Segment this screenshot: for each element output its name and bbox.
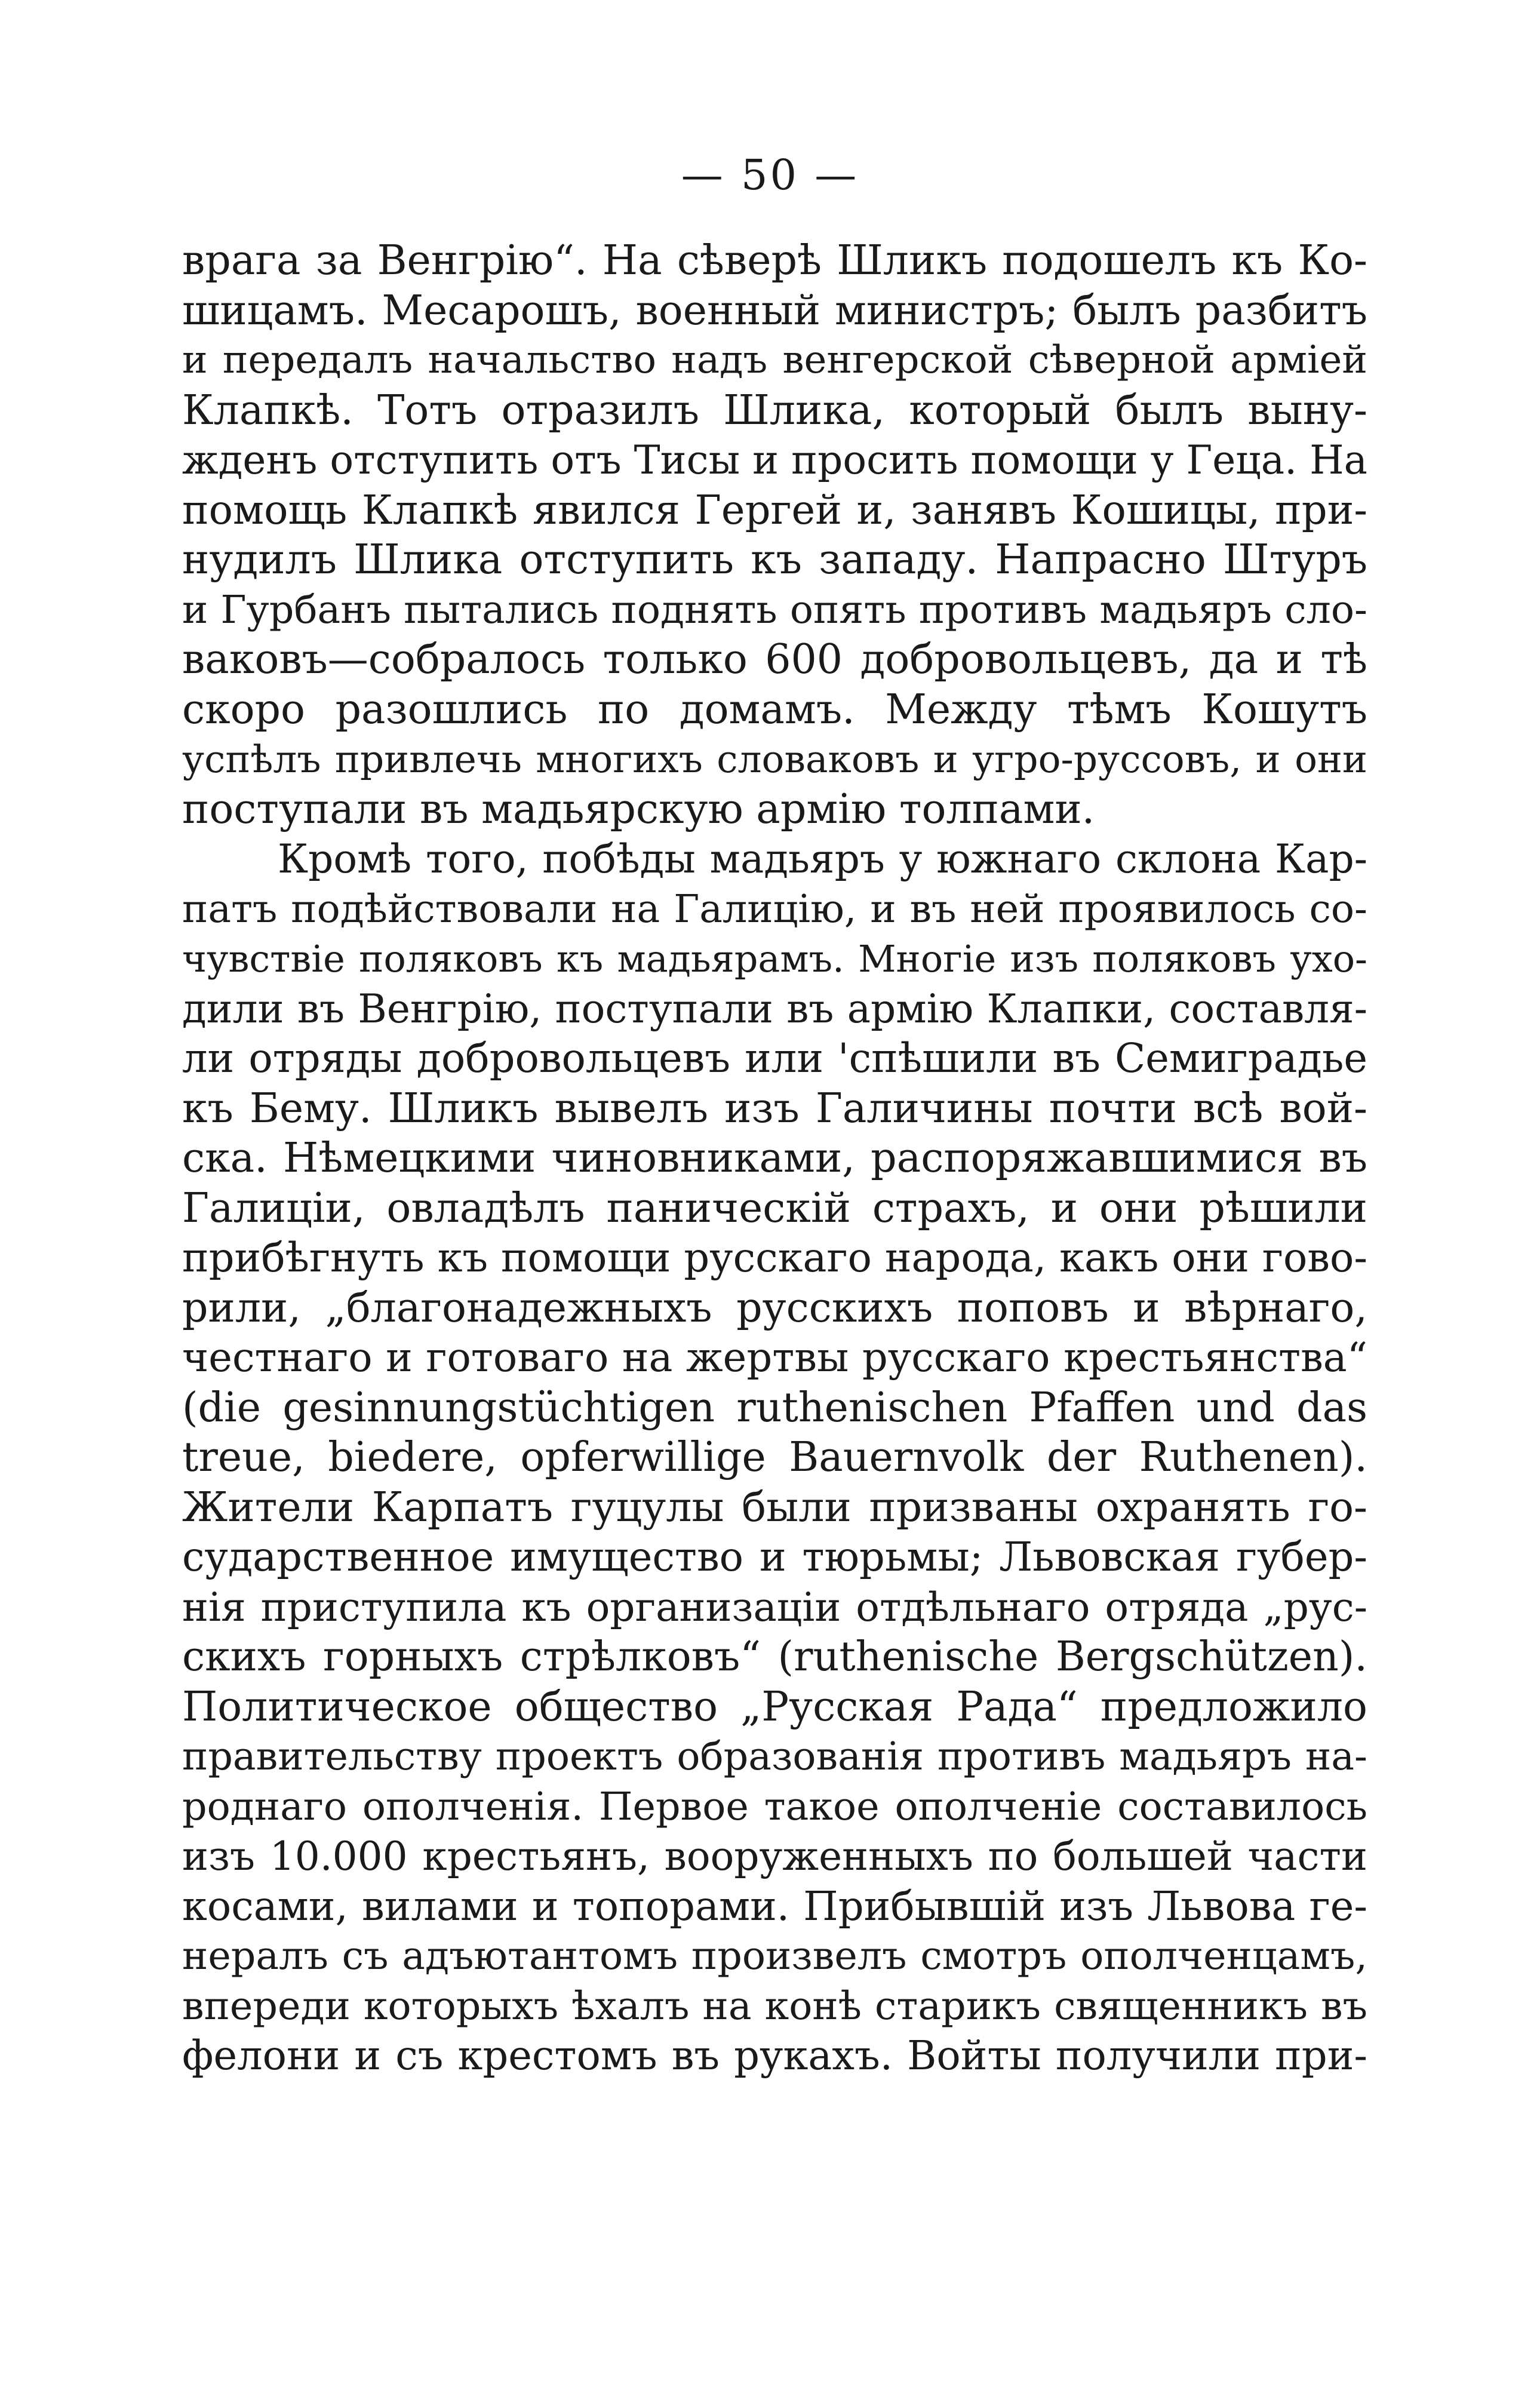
page-number: — 50 —	[681, 150, 859, 199]
text-line: прибѣгнуть къ помощи русскаго народа, какъ они гово-	[182, 1234, 1367, 1281]
text-line: нія приступила къ организаціи отдѣльнаго отряда „рус-	[182, 1584, 1367, 1630]
text-line: роднаго ополченія. Первое такое ополченіе составилось	[182, 1784, 1367, 1829]
text-line: косами, вилами и топорами. Прибывшій изъ Львова ге-	[182, 1882, 1367, 1930]
text-line: нудилъ Шлика отступить къ западу. Напрасно Штуръ	[182, 536, 1367, 583]
text-line: и Гурбанъ пытались поднять опять противъ мадьяръ сло-	[182, 587, 1367, 632]
text-line: честнаго и готоваго на жертвы русскаго крестьянства“	[182, 1334, 1367, 1381]
text-line: (die gesinnungstüchtigen ruthenischen Pfaffen und das	[182, 1384, 1367, 1431]
text-line: патъ подѣйствовали на Галицію, и въ ней проявилось со-	[182, 886, 1367, 932]
paragraph-first-line: Кромѣ того, побѣды мадьяръ у южнаго склона Кар-	[278, 836, 1367, 882]
text-line: ли отряды добровольцевъ или 'спѣшили въ Семиградье	[182, 1035, 1367, 1082]
text-line: скоро разошлись по домамъ. Между тѣмъ Кошутъ	[182, 686, 1367, 733]
text-line: Жители Карпатъ гуцулы были призваны охранять го-	[182, 1483, 1367, 1531]
text-line: Клапкѣ. Тотъ отразилъ Шлика, который былъ выну-	[182, 386, 1367, 434]
text-line: ска. Нѣмецкими чиновниками, распоряжавшимися въ	[182, 1135, 1367, 1182]
text-line: рили, „благонадежныхъ русскихъ поповъ и вѣрнаго,	[182, 1284, 1367, 1332]
text-line: Политическое общество „Русская Рада“ предложило	[182, 1683, 1367, 1731]
text-line: помощь Клапкѣ явился Гергей и, занявъ Кошицы, при-	[182, 486, 1367, 533]
text-line: чувствіе поляковъ къ мадьярамъ. Многіе изъ поляковъ ухо-	[182, 937, 1367, 981]
text-line: Галиціи, овладѣлъ паническій страхъ, и они рѣшили	[182, 1184, 1367, 1232]
body-text	[182, 236, 1367, 2081]
text-line: впереди которыхъ ѣхалъ на конѣ старикъ священникъ въ	[182, 1983, 1367, 2029]
text-line: фелони и съ крестомъ въ рукахъ. Войты получили при-	[182, 2032, 1367, 2079]
text-line: treue, biedere, opferwillige Bauernvolk der Ruthenen).	[182, 1434, 1367, 1481]
text-line: врага за Венгрію“. На сѣверѣ Шликъ подошелъ къ Ко-	[182, 237, 1367, 284]
text-line: правительству проектъ образованія противъ мадьяръ на-	[182, 1734, 1367, 1779]
text-line: изъ 10.000 крестьянъ, вооруженныхъ по большей части	[182, 1833, 1367, 1879]
text-line: успѣлъ привлечь многихъ словаковъ и угро-руссовъ, и они	[182, 738, 1367, 781]
text-line: жденъ отступить отъ Тисы и просить помощи у Геца. На	[182, 437, 1367, 483]
text-line: дили въ Венгрію, поступали въ армію Клапки, составля-	[182, 985, 1367, 1032]
text-line: нералъ съ адъютантомъ произвелъ смотръ ополченцамъ,	[182, 1934, 1367, 1979]
paragraph-last-line: поступали въ мадьярскую армію толпами.	[182, 785, 1095, 833]
text-line: сударственное имущество и тюрьмы; Львовская губер-	[182, 1534, 1367, 1580]
text-line: ваковъ—собралось только 600 добровольцевъ, да и тѣ	[182, 636, 1367, 683]
text-line: къ Бему. Шликъ вывелъ изъ Галичины почти всѣ вой-	[182, 1085, 1367, 1132]
text-line: скихъ горныхъ стрѣлковъ“ (ruthenische Bergschützen).	[182, 1633, 1367, 1681]
text-line: шицамъ. Месарошъ, военный министръ; былъ разбитъ	[182, 287, 1367, 334]
text-line: и передалъ начальство надъ венгерской сѣверной арміей	[182, 338, 1367, 382]
